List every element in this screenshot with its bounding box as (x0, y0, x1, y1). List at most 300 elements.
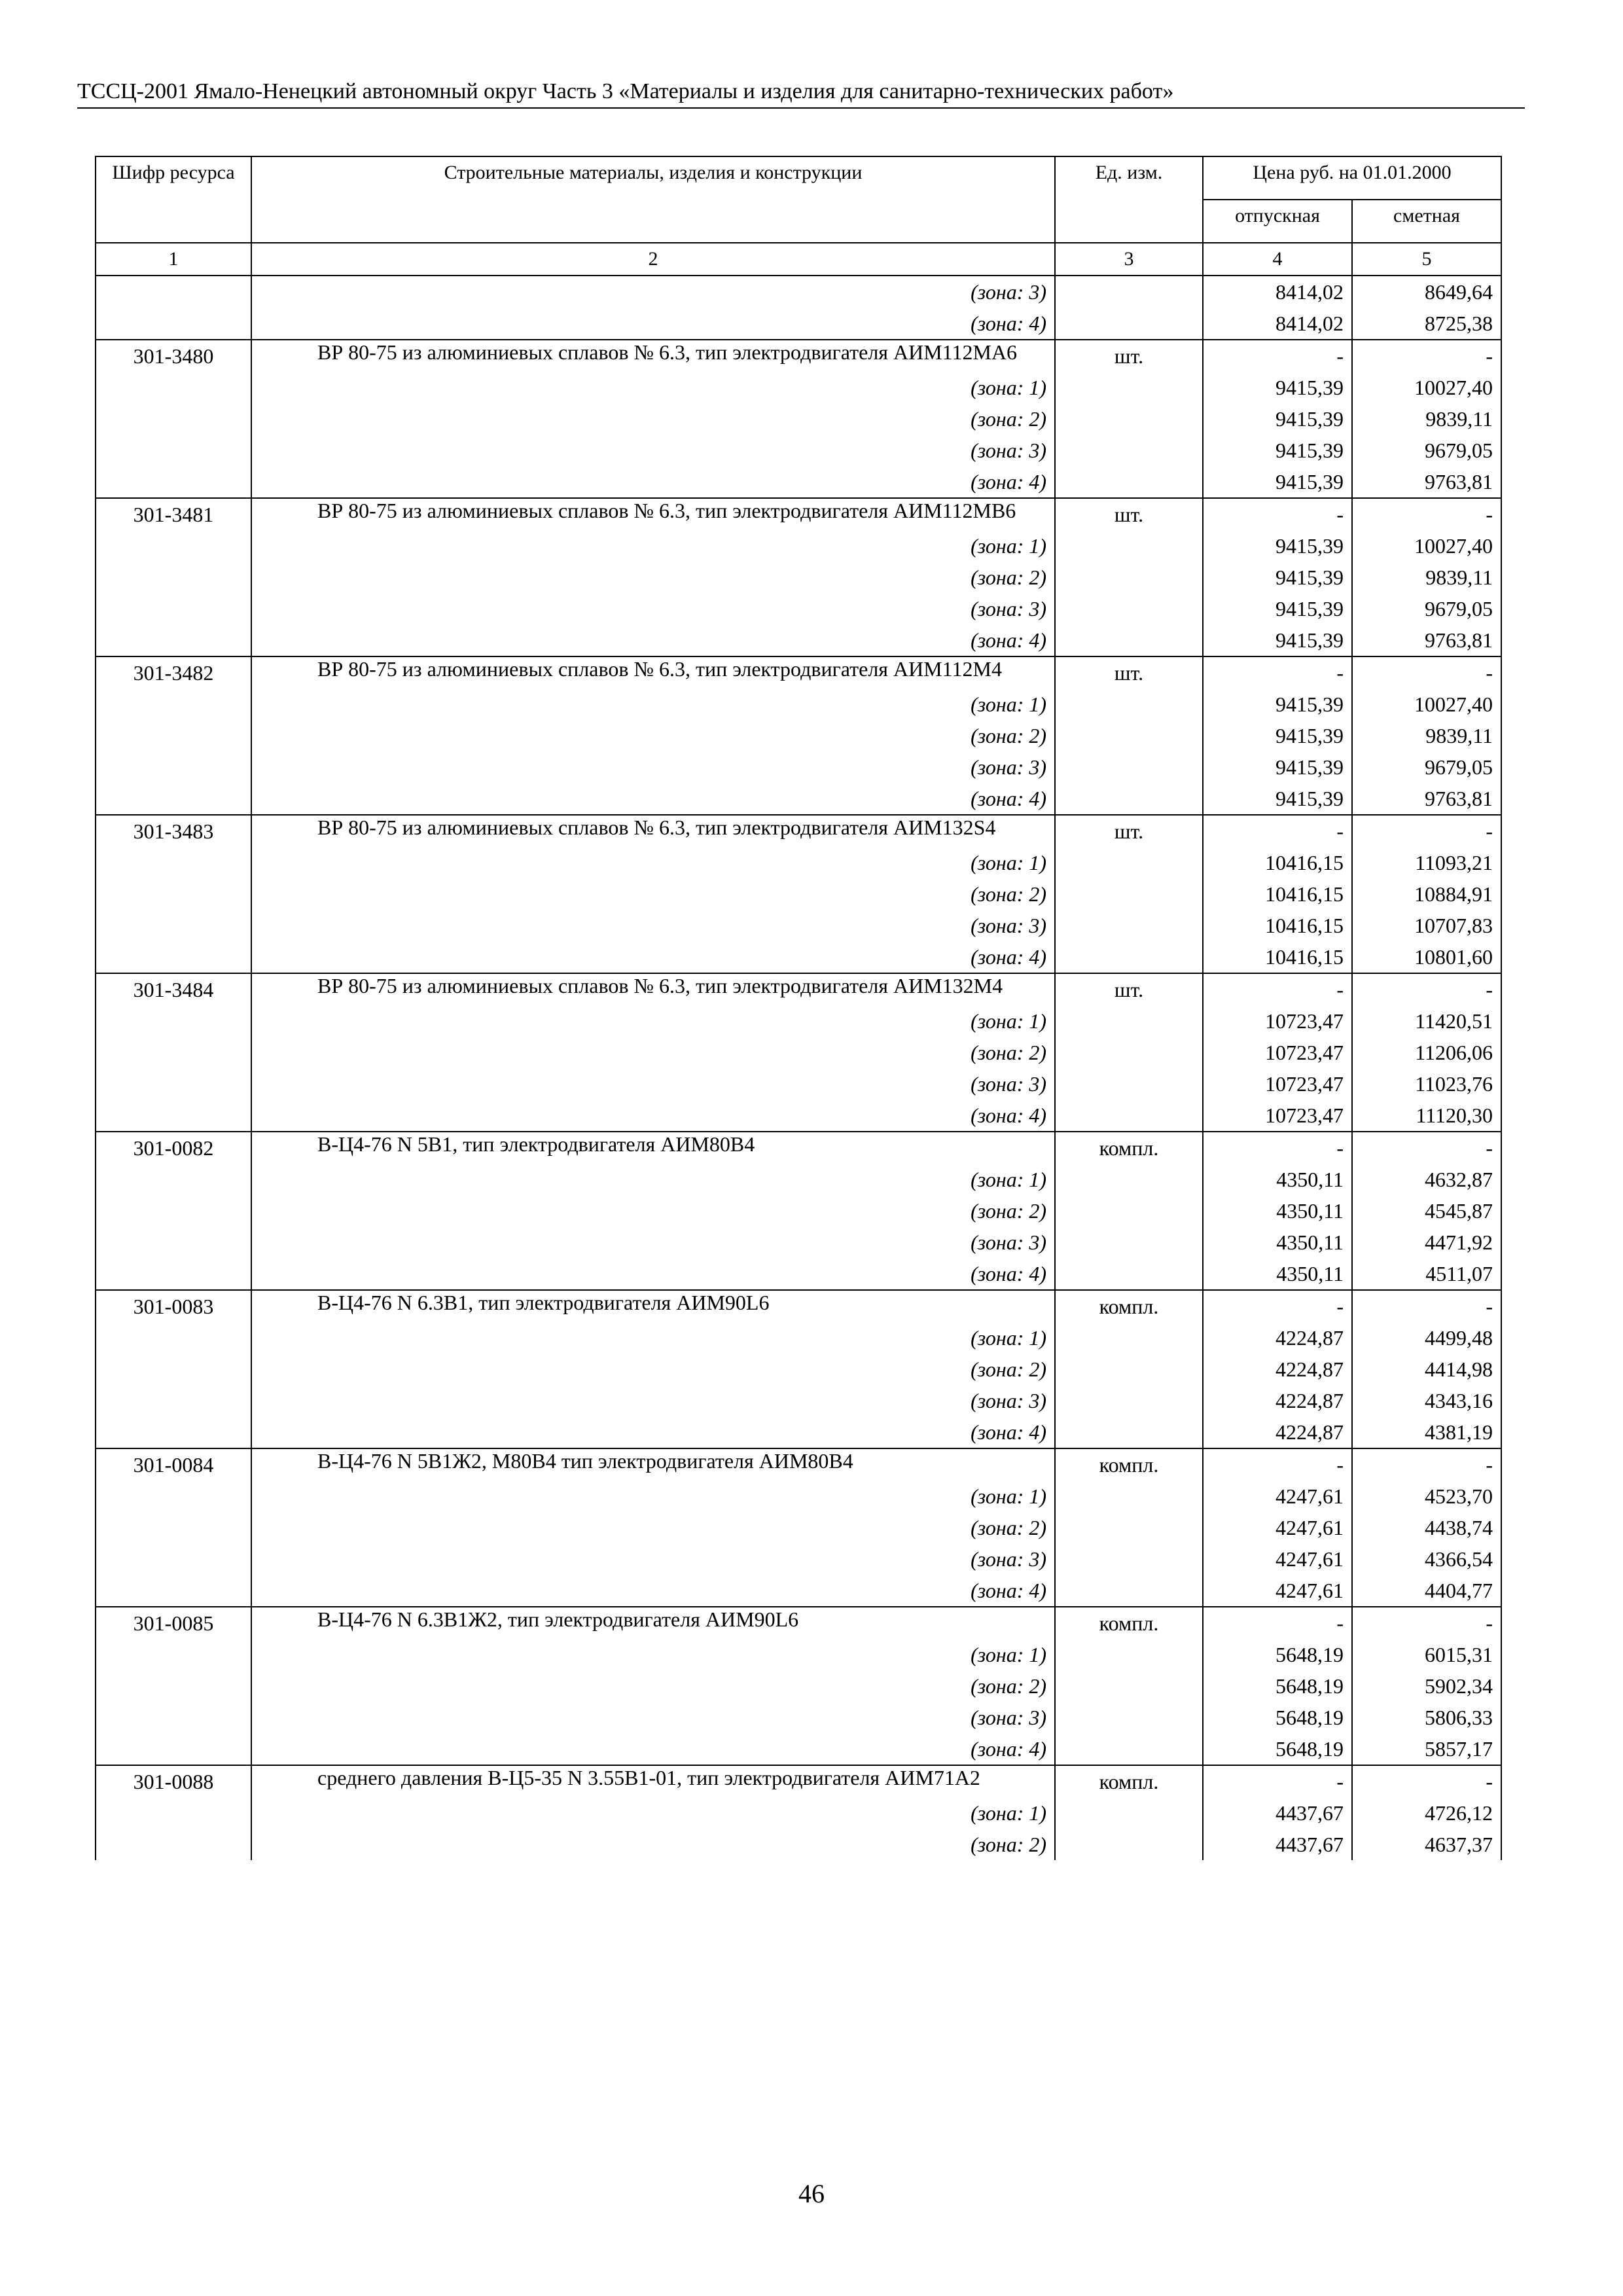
estimate-price: 4511,07 (1352, 1258, 1501, 1290)
unit-cell (1055, 1797, 1203, 1829)
zone-row (96, 308, 1501, 340)
estimate-price: 4438,74 (1352, 1512, 1501, 1543)
table-row (96, 656, 1501, 689)
zone-label: (зона: 4) (251, 941, 1055, 973)
unit-cell (1055, 372, 1203, 403)
release-price: 9415,39 (1203, 562, 1352, 593)
zone-row (96, 689, 1501, 720)
zone-label: (зона: 2) (251, 1037, 1055, 1068)
resource-name: В-Ц4-76 N 6.3В1, тип электродвигателя АИМ90L6 (251, 1290, 1055, 1322)
estimate-price: 4414,98 (1352, 1354, 1501, 1385)
resource-code (96, 1829, 251, 1860)
estimate-price: 10801,60 (1352, 941, 1501, 973)
zone-row (96, 1480, 1501, 1512)
resource-code (96, 720, 251, 751)
resource-code (96, 530, 251, 562)
resource-code (96, 1354, 251, 1385)
release-price: 4350,11 (1203, 1258, 1352, 1290)
estimate-price: 4381,19 (1352, 1416, 1501, 1448)
unit-cell (1055, 1258, 1203, 1290)
estimate-price: 9763,81 (1352, 783, 1501, 815)
table-row (96, 1448, 1501, 1480)
estimate-price: 8649,64 (1352, 276, 1501, 308)
zone-label: (зона: 3) (251, 1702, 1055, 1733)
resource-code (96, 1227, 251, 1258)
zone-label: (зона: 1) (251, 1322, 1055, 1354)
zone-row (96, 1227, 1501, 1258)
release-price: 4224,87 (1203, 1385, 1352, 1416)
release-price: 5648,19 (1203, 1733, 1352, 1765)
resource-name: ВР 80-75 из алюминиевых сплавов № 6.3, тип электродвигателя АИМ112МА6 (251, 340, 1055, 372)
release-price: 4350,11 (1203, 1227, 1352, 1258)
zone-row (96, 1037, 1501, 1068)
zone-label: (зона: 2) (251, 1195, 1055, 1227)
estimate-price: 11206,06 (1352, 1037, 1501, 1068)
col-header-code: Шифр ресурса (96, 156, 251, 243)
col-header-unit: Ед. изм. (1055, 156, 1203, 243)
release-price: 4224,87 (1203, 1354, 1352, 1385)
resource-code: 301-0088 (96, 1765, 251, 1797)
zone-label: (зона: 3) (251, 593, 1055, 624)
release-price: 9415,39 (1203, 372, 1352, 403)
estimate-price: 4726,12 (1352, 1797, 1501, 1829)
zone-label: (зона: 1) (251, 1164, 1055, 1195)
resource-name: В-Ц4-76 N 5В1, тип электродвигателя АИМ80В4 (251, 1132, 1055, 1164)
resource-code (96, 1322, 251, 1354)
release-price: 5648,19 (1203, 1639, 1352, 1670)
unit-cell (1055, 403, 1203, 435)
unit-cell (1055, 751, 1203, 783)
zone-label: (зона: 3) (251, 1227, 1055, 1258)
zone-label: (зона: 4) (251, 1416, 1055, 1448)
zone-row (96, 1068, 1501, 1100)
release-price: - (1203, 656, 1352, 689)
zone-row (96, 562, 1501, 593)
resource-code (96, 1543, 251, 1575)
zone-label: (зона: 1) (251, 1480, 1055, 1512)
estimate-price: - (1352, 498, 1501, 530)
resource-name: В-Ц4-76 N 6.3В1Ж2, тип электродвигателя АИМ90L6 (251, 1607, 1055, 1639)
zone-row (96, 910, 1501, 941)
estimate-price: 4343,16 (1352, 1385, 1501, 1416)
resource-code (96, 1037, 251, 1068)
unit-cell (1055, 1480, 1203, 1512)
estimate-price: 9679,05 (1352, 593, 1501, 624)
zone-row (96, 720, 1501, 751)
estimate-price: - (1352, 815, 1501, 847)
zone-row (96, 1005, 1501, 1037)
estimate-price: 11420,51 (1352, 1005, 1501, 1037)
unit-cell (1055, 720, 1203, 751)
resource-code (96, 1258, 251, 1290)
release-price: 10723,47 (1203, 1037, 1352, 1068)
resource-code: 301-3483 (96, 815, 251, 847)
table-row (96, 1765, 1501, 1797)
zone-label: (зона: 2) (251, 1670, 1055, 1702)
resource-name: ВР 80-75 из алюминиевых сплавов № 6.3, тип электродвигателя АИМ112М4 (251, 656, 1055, 689)
resource-code (96, 593, 251, 624)
zone-row (96, 783, 1501, 815)
estimate-price: - (1352, 1765, 1501, 1797)
resource-code (96, 1068, 251, 1100)
unit-cell (1055, 1639, 1203, 1670)
zone-label: (зона: 3) (251, 276, 1055, 308)
estimate-price: 11023,76 (1352, 1068, 1501, 1100)
resource-code (96, 308, 251, 340)
unit-cell (1055, 1512, 1203, 1543)
zone-label: (зона: 1) (251, 1005, 1055, 1037)
resource-code (96, 847, 251, 878)
price-table (95, 156, 1502, 1860)
estimate-price: 11093,21 (1352, 847, 1501, 878)
unit-cell (1055, 941, 1203, 973)
release-price: - (1203, 1765, 1352, 1797)
resource-code (96, 1733, 251, 1765)
release-price: 10723,47 (1203, 1100, 1352, 1132)
unit-cell (1055, 1354, 1203, 1385)
page-header: ТССЦ-2001 Ямало-Ненецкий автономный округ Часть 3 «Материалы и изделия для санитарно-технических работ» (77, 79, 1174, 103)
zone-row (96, 276, 1501, 308)
resource-code: 301-3481 (96, 498, 251, 530)
unit-cell (1055, 1100, 1203, 1132)
estimate-price: 4632,87 (1352, 1164, 1501, 1195)
table-row (96, 1290, 1501, 1322)
zone-label: (зона: 4) (251, 624, 1055, 656)
release-price: 4247,61 (1203, 1512, 1352, 1543)
release-price: 9415,39 (1203, 435, 1352, 466)
release-price: 9415,39 (1203, 403, 1352, 435)
resource-code (96, 1575, 251, 1607)
estimate-price: 4366,54 (1352, 1543, 1501, 1575)
zone-label: (зона: 1) (251, 372, 1055, 403)
release-price: - (1203, 1290, 1352, 1322)
estimate-price: - (1352, 1132, 1501, 1164)
zone-label: (зона: 2) (251, 1512, 1055, 1543)
zone-label: (зона: 4) (251, 1575, 1055, 1607)
estimate-price: 4499,48 (1352, 1322, 1501, 1354)
zone-row (96, 403, 1501, 435)
zone-row (96, 1512, 1501, 1543)
resource-code (96, 1195, 251, 1227)
resource-code (96, 1639, 251, 1670)
unit-cell (1055, 1068, 1203, 1100)
resource-code (96, 1164, 251, 1195)
estimate-price: 5902,34 (1352, 1670, 1501, 1702)
estimate-price: 10707,83 (1352, 910, 1501, 941)
release-price: 5648,19 (1203, 1670, 1352, 1702)
zone-row (96, 1575, 1501, 1607)
unit-cell (1055, 1164, 1203, 1195)
zone-row (96, 435, 1501, 466)
resource-code (96, 435, 251, 466)
release-price: 4350,11 (1203, 1164, 1352, 1195)
resource-code (96, 1005, 251, 1037)
resource-code (96, 1670, 251, 1702)
unit-cell: шт. (1055, 656, 1203, 689)
zone-row (96, 1670, 1501, 1702)
unit-cell (1055, 689, 1203, 720)
resource-code: 301-0084 (96, 1448, 251, 1480)
unit-cell (1055, 1416, 1203, 1448)
table-row (96, 340, 1501, 372)
zone-row (96, 466, 1501, 498)
resource-code (96, 1416, 251, 1448)
zone-label: (зона: 1) (251, 530, 1055, 562)
resource-code (96, 910, 251, 941)
resource-name: среднего давления В-Ц5-35 N 3.55В1-01, тип электродвигателя АИМ71А2 (251, 1765, 1055, 1797)
zone-row (96, 847, 1501, 878)
zone-row (96, 530, 1501, 562)
resource-code (96, 941, 251, 973)
zone-row (96, 1385, 1501, 1416)
estimate-price: - (1352, 1448, 1501, 1480)
estimate-price: 4545,87 (1352, 1195, 1501, 1227)
estimate-price: 4404,77 (1352, 1575, 1501, 1607)
col-number: 1 (96, 243, 251, 276)
zone-row (96, 1100, 1501, 1132)
zone-label: (зона: 4) (251, 308, 1055, 340)
zone-row (96, 1258, 1501, 1290)
release-price: 4437,67 (1203, 1829, 1352, 1860)
resource-code: 301-0083 (96, 1290, 251, 1322)
col-header-name: Строительные материалы, изделия и конструкции (251, 156, 1055, 243)
release-price: 8414,02 (1203, 276, 1352, 308)
resource-code: 301-3480 (96, 340, 251, 372)
unit-cell (1055, 1322, 1203, 1354)
unit-cell: компл. (1055, 1290, 1203, 1322)
release-price: - (1203, 1448, 1352, 1480)
resource-code (96, 403, 251, 435)
unit-cell (1055, 435, 1203, 466)
release-price: - (1203, 1607, 1352, 1639)
release-price: 4437,67 (1203, 1797, 1352, 1829)
unit-cell: компл. (1055, 1132, 1203, 1164)
unit-cell (1055, 1037, 1203, 1068)
zone-label: (зона: 1) (251, 1639, 1055, 1670)
release-price: 4247,61 (1203, 1575, 1352, 1607)
resource-code (96, 878, 251, 910)
resource-code (96, 372, 251, 403)
release-price: 9415,39 (1203, 751, 1352, 783)
unit-cell: шт. (1055, 340, 1203, 372)
estimate-price: 10027,40 (1352, 372, 1501, 403)
unit-cell (1055, 1575, 1203, 1607)
release-price: 4247,61 (1203, 1543, 1352, 1575)
estimate-price: 9763,81 (1352, 624, 1501, 656)
resource-code (96, 466, 251, 498)
resource-code (96, 1702, 251, 1733)
table-body (96, 276, 1501, 1860)
estimate-price: - (1352, 1290, 1501, 1322)
estimate-price: - (1352, 1607, 1501, 1639)
estimate-price: 4471,92 (1352, 1227, 1501, 1258)
estimate-price: 11120,30 (1352, 1100, 1501, 1132)
unit-cell (1055, 1195, 1203, 1227)
release-price: 10416,15 (1203, 847, 1352, 878)
release-price: - (1203, 340, 1352, 372)
zone-row (96, 1416, 1501, 1448)
page-number: 46 (798, 2179, 825, 2208)
resource-name: ВР 80-75 из алюминиевых сплавов № 6.3, тип электродвигателя АИМ132S4 (251, 815, 1055, 847)
estimate-price: 4637,37 (1352, 1829, 1501, 1860)
zone-label: (зона: 2) (251, 720, 1055, 751)
unit-cell (1055, 530, 1203, 562)
unit-cell (1055, 624, 1203, 656)
col-header-estimate: сметная (1352, 200, 1501, 243)
release-price: 9415,39 (1203, 593, 1352, 624)
release-price: 9415,39 (1203, 624, 1352, 656)
estimate-price: - (1352, 656, 1501, 689)
unit-cell (1055, 1385, 1203, 1416)
zone-label: (зона: 1) (251, 847, 1055, 878)
table-row (96, 498, 1501, 530)
release-price: 10723,47 (1203, 1005, 1352, 1037)
resource-code (96, 1480, 251, 1512)
resource-code: 301-0085 (96, 1607, 251, 1639)
zone-row (96, 1733, 1501, 1765)
resource-code (96, 751, 251, 783)
release-price: - (1203, 973, 1352, 1005)
estimate-price: 4523,70 (1352, 1480, 1501, 1512)
estimate-price: 9679,05 (1352, 751, 1501, 783)
resource-code (96, 1100, 251, 1132)
zone-row (96, 751, 1501, 783)
release-price: - (1203, 1132, 1352, 1164)
estimate-price: 10884,91 (1352, 878, 1501, 910)
release-price: 10416,15 (1203, 910, 1352, 941)
release-price: 9415,39 (1203, 689, 1352, 720)
col-number: 2 (251, 243, 1055, 276)
zone-row (96, 1195, 1501, 1227)
table-row (96, 815, 1501, 847)
resource-name: ВР 80-75 из алюминиевых сплавов № 6.3, тип электродвигателя АИМ132М4 (251, 973, 1055, 1005)
unit-cell: шт. (1055, 815, 1203, 847)
unit-cell (1055, 878, 1203, 910)
resource-code (96, 689, 251, 720)
estimate-price: 9679,05 (1352, 435, 1501, 466)
zone-label: (зона: 2) (251, 878, 1055, 910)
resource-code (96, 1512, 251, 1543)
resource-name: В-Ц4-76 N 5В1Ж2, М80В4 тип электродвигателя АИМ80В4 (251, 1448, 1055, 1480)
estimate-price: 5806,33 (1352, 1702, 1501, 1733)
zone-row (96, 941, 1501, 973)
unit-cell (1055, 1702, 1203, 1733)
zone-label: (зона: 1) (251, 1797, 1055, 1829)
estimate-price: 10027,40 (1352, 530, 1501, 562)
resource-code (96, 783, 251, 815)
col-header-release: отпускная (1203, 200, 1352, 243)
resource-code: 301-3484 (96, 973, 251, 1005)
table-row (96, 973, 1501, 1005)
zone-row (96, 372, 1501, 403)
unit-cell: шт. (1055, 973, 1203, 1005)
zone-label: (зона: 4) (251, 1258, 1055, 1290)
release-price: 9415,39 (1203, 466, 1352, 498)
zone-row (96, 878, 1501, 910)
release-price: 4350,11 (1203, 1195, 1352, 1227)
col-header-price: Цена руб. на 01.01.2000 (1203, 156, 1501, 200)
release-price: 9415,39 (1203, 783, 1352, 815)
zone-row (96, 593, 1501, 624)
release-price: 10723,47 (1203, 1068, 1352, 1100)
resource-code (96, 1797, 251, 1829)
release-price: 5648,19 (1203, 1702, 1352, 1733)
estimate-price: - (1352, 340, 1501, 372)
estimate-price: 9763,81 (1352, 466, 1501, 498)
unit-cell (1055, 276, 1203, 308)
zone-row (96, 1322, 1501, 1354)
zone-label: (зона: 2) (251, 1829, 1055, 1860)
zone-label: (зона: 4) (251, 783, 1055, 815)
estimate-price: 9839,11 (1352, 720, 1501, 751)
estimate-price: - (1352, 973, 1501, 1005)
unit-cell (1055, 1005, 1203, 1037)
release-price: 4224,87 (1203, 1322, 1352, 1354)
zone-row (96, 1829, 1501, 1860)
resource-code: 301-0082 (96, 1132, 251, 1164)
unit-cell: компл. (1055, 1448, 1203, 1480)
header-rule (77, 107, 1525, 109)
release-price: 9415,39 (1203, 720, 1352, 751)
unit-cell: компл. (1055, 1765, 1203, 1797)
unit-cell (1055, 466, 1203, 498)
zone-label: (зона: 4) (251, 466, 1055, 498)
estimate-price: 8725,38 (1352, 308, 1501, 340)
col-number: 3 (1055, 243, 1203, 276)
zone-row (96, 1797, 1501, 1829)
unit-cell (1055, 308, 1203, 340)
zone-row (96, 1164, 1501, 1195)
release-price: 9415,39 (1203, 530, 1352, 562)
release-price: - (1203, 498, 1352, 530)
release-price: 10416,15 (1203, 878, 1352, 910)
zone-label: (зона: 2) (251, 562, 1055, 593)
zone-row (96, 624, 1501, 656)
zone-label: (зона: 3) (251, 1068, 1055, 1100)
unit-cell (1055, 1543, 1203, 1575)
zone-label: (зона: 2) (251, 1354, 1055, 1385)
release-price: - (1203, 815, 1352, 847)
unit-cell (1055, 562, 1203, 593)
zone-label: (зона: 3) (251, 1543, 1055, 1575)
zone-row (96, 1543, 1501, 1575)
release-price: 4224,87 (1203, 1416, 1352, 1448)
unit-cell: компл. (1055, 1607, 1203, 1639)
table-row (96, 1607, 1501, 1639)
unit-cell (1055, 910, 1203, 941)
col-number: 4 (1203, 243, 1352, 276)
zone-label: (зона: 3) (251, 751, 1055, 783)
table-row (96, 1132, 1501, 1164)
release-price: 8414,02 (1203, 308, 1352, 340)
resource-code (96, 562, 251, 593)
zone-row (96, 1639, 1501, 1670)
zone-label: (зона: 3) (251, 910, 1055, 941)
col-number: 5 (1352, 243, 1501, 276)
estimate-price: 9839,11 (1352, 403, 1501, 435)
zone-row (96, 1354, 1501, 1385)
resource-code (96, 624, 251, 656)
unit-cell (1055, 1670, 1203, 1702)
estimate-price: 10027,40 (1352, 689, 1501, 720)
unit-cell (1055, 1733, 1203, 1765)
estimate-price: 6015,31 (1352, 1639, 1501, 1670)
unit-cell (1055, 593, 1203, 624)
resource-name: ВР 80-75 из алюминиевых сплавов № 6.3, тип электродвигателя АИМ112МВ6 (251, 498, 1055, 530)
unit-cell (1055, 1227, 1203, 1258)
zone-label: (зона: 2) (251, 403, 1055, 435)
release-price: 10416,15 (1203, 941, 1352, 973)
